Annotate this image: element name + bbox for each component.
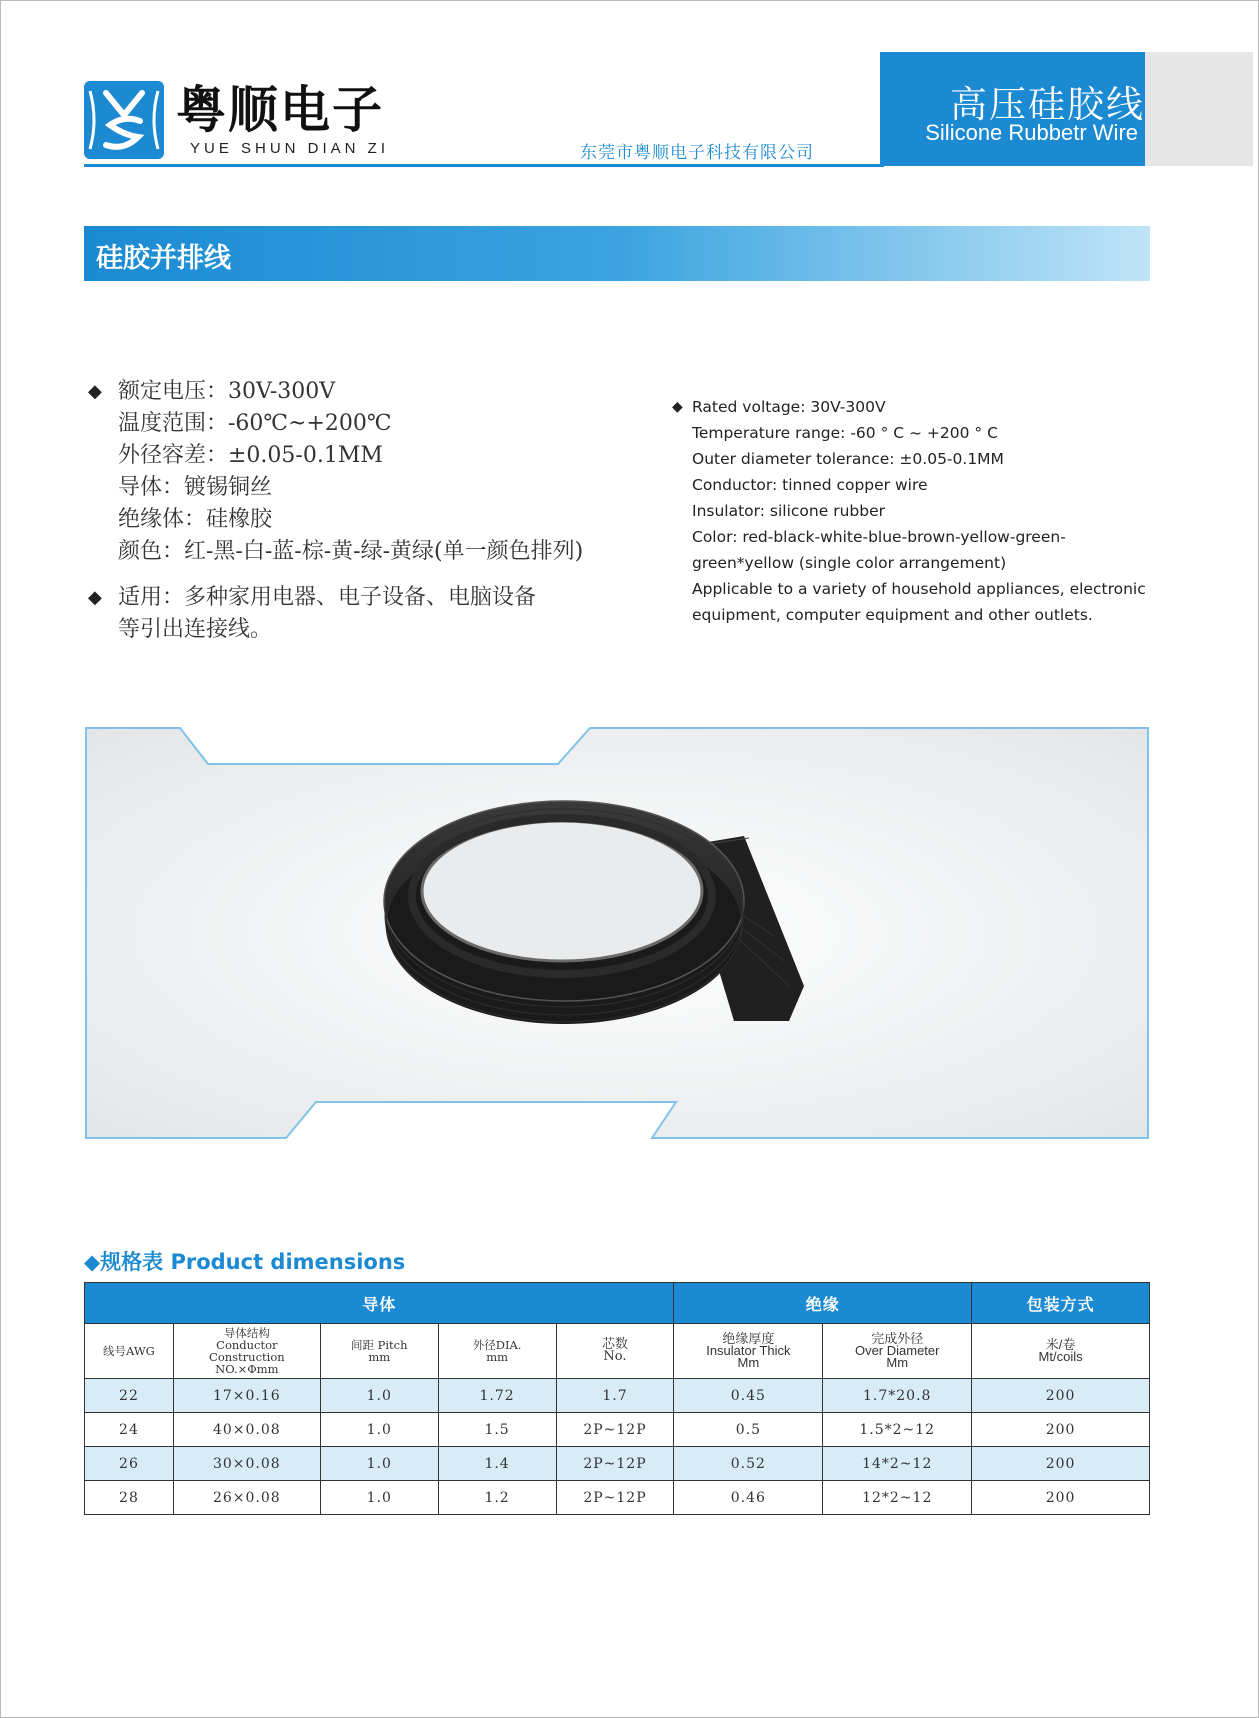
spec-apply-cn-cont: 等引出连接线。 — [118, 617, 273, 642]
table-group-row — [85, 1283, 1150, 1324]
spec-item-cn: ◆ 额定电压：30V-300V — [88, 376, 583, 408]
product-title-en: Silicone Rubbetr Wire — [925, 120, 1138, 145]
spec-item-cn: 绝缘体：硅橡胶 — [118, 507, 273, 532]
spec-item-en: Outer diameter tolerance: ±0.05-0.1MM — [692, 450, 1004, 468]
ys-logo-icon — [84, 81, 164, 159]
header-divider — [84, 164, 884, 167]
spec-item-en: Applicable to a variety of household appliances, electronic — [692, 580, 1146, 598]
spec-item-en: Temperature range: -60 ° C ~ +200 ° C — [692, 424, 998, 442]
spec-item-en: equipment, computer equipment and other outlets. — [692, 606, 1093, 624]
diamond-bullet-icon: ◆ — [88, 381, 102, 402]
group-conductor: 导体 — [85, 1283, 674, 1324]
table-row: 28 26×0.08 1.0 1.2 2P~12P 0.46 12*2~12 200 — [85, 1481, 1150, 1515]
brand-name-cn: 粤顺电子 — [176, 81, 384, 139]
section-bar — [84, 226, 1150, 281]
table-row: 24 40×0.08 1.0 1.5 2P~12P 0.5 1.5*2~12 200 — [85, 1413, 1150, 1447]
spec-item-en: ◆ Rated voltage: 30V-300V — [672, 394, 1146, 420]
spec-list-en — [672, 394, 1146, 628]
spec-item-en: Conductor: tinned copper wire — [692, 476, 928, 494]
product-title-cn: 高压硅胶线 — [950, 83, 1145, 126]
brand-name-en: YUE SHUN DIAN ZI — [190, 140, 390, 157]
col-pitch: 间距 Pitch mm — [320, 1324, 438, 1379]
table-header-row — [85, 1324, 1150, 1379]
dims-table — [84, 1282, 1150, 1515]
spec-item-cn: 外径容差：±0.05-0.1MM — [118, 443, 383, 468]
diamond-bullet-icon: ◆ — [672, 399, 683, 415]
grey-tab — [1145, 52, 1253, 166]
col-dia: 外径DIA. mm — [438, 1324, 556, 1379]
company-name: 东莞市粤顺电子科技有限公司 — [580, 143, 814, 163]
spec-apply-cn: ◆ 适用：多种家用电器、电子设备、电脑设备 — [88, 582, 583, 614]
col-over-diameter: 完成外径 Over Diameter Mm — [823, 1324, 972, 1379]
col-awg: 线号AWG — [85, 1324, 174, 1379]
spec-item-en: Insulator: silicone rubber — [692, 502, 885, 520]
spec-item-cn: 颜色：红-黑-白-蓝-棕-黄-绿-黄绿(单一颜色排列) — [118, 539, 584, 564]
table-row: 22 17×0.16 1.0 1.72 1.7 0.45 1.7*20.8 200 — [85, 1379, 1150, 1413]
spec-list-cn — [88, 376, 583, 646]
product-title-box — [880, 52, 1145, 166]
group-packaging: 包装方式 — [972, 1283, 1150, 1324]
product-image-frame — [84, 726, 1150, 1140]
spec-item-cn: 温度范围：-60℃~+200℃ — [118, 411, 392, 436]
col-mt-coils: 米/卷 Mt/coils — [972, 1324, 1150, 1379]
col-cores: 芯数 No. — [556, 1324, 674, 1379]
section-title: 硅胶并排线 — [96, 243, 231, 274]
table-row: 26 30×0.08 1.0 1.4 2P~12P 0.52 14*2~12 200 — [85, 1447, 1150, 1481]
spec-item-en: Color: red-black-white-blue-brown-yellow-green- — [692, 528, 1066, 546]
spec-item-cn: 导体：镀锡铜丝 — [118, 475, 273, 500]
col-insulator-thick: 绝缘厚度 Insulator Thick Mm — [674, 1324, 823, 1379]
spec-item-en: green*yellow (single color arrangement) — [692, 554, 1007, 572]
dims-title: ◆规格表 Product dimensions — [84, 1250, 406, 1274]
col-construction: 导体结构 Conductor Construction NO.×Φmm — [173, 1324, 320, 1379]
diamond-bullet-icon: ◆ — [88, 587, 102, 608]
group-insulation: 绝缘 — [674, 1283, 972, 1324]
